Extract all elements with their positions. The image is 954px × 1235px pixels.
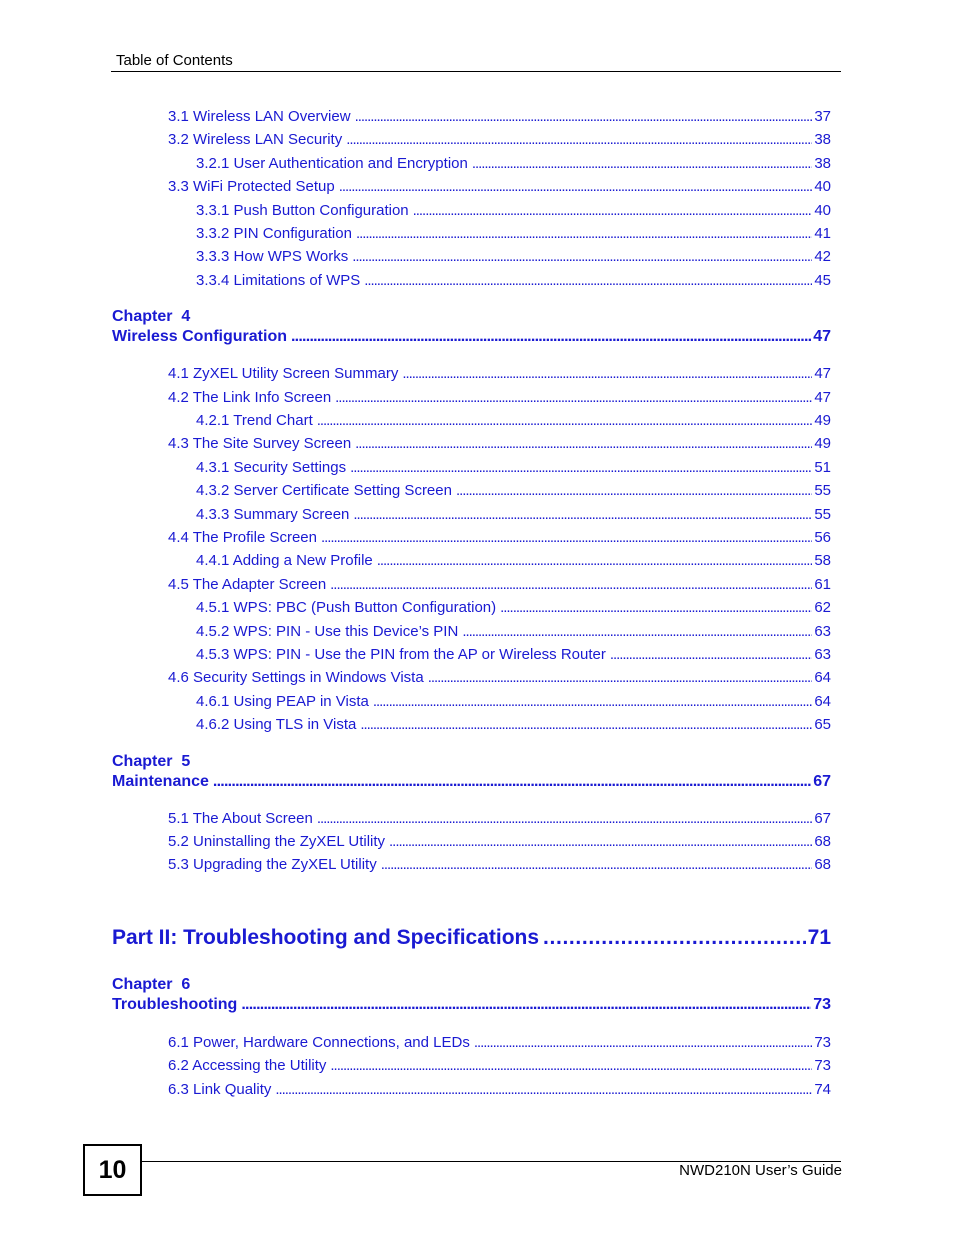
dot-leader <box>339 178 813 195</box>
toc-section-entry[interactable] <box>168 810 831 827</box>
toc-part-entry[interactable] <box>112 926 831 950</box>
dot-leader <box>330 1057 812 1074</box>
dot-leader <box>275 1081 812 1098</box>
dot-leader <box>291 328 811 346</box>
toc-section-entry[interactable] <box>196 459 831 476</box>
dot-leader <box>474 1034 812 1051</box>
toc-section-entry[interactable] <box>196 482 831 499</box>
toc-chapter-entry-page: 47 <box>813 328 831 345</box>
dot-leader <box>353 506 812 523</box>
toc-section-entry-page: 45 <box>814 272 831 289</box>
toc-section-entry[interactable] <box>196 225 831 242</box>
toc-section-entry-page: 63 <box>814 646 831 663</box>
toc-section-entry-title: 4.3 The Site Survey Screen <box>168 435 352 452</box>
toc-section-entry-title: 3.3.1 Push Button Configuration <box>196 202 409 219</box>
toc-section-entry-title: 6.3 Link Quality <box>168 1081 272 1098</box>
toc-section-entry-page: 55 <box>814 506 831 523</box>
toc-section-entry-title: 6.2 Accessing the Utility <box>168 1057 327 1074</box>
dot-leader <box>377 552 813 569</box>
toc-section-entry-title: 5.3 Upgrading the ZyXEL Utility <box>168 856 377 873</box>
toc-section-entry-page: 49 <box>814 412 831 429</box>
toc-part-entry-page: 71 <box>807 926 831 949</box>
toc-section-entry-title: 4.3.3 Summary Screen <box>196 506 350 523</box>
toc-section-entry-title: 4.1 ZyXEL Utility Screen Summary <box>168 365 399 382</box>
toc-chapter-entry-title: Wireless Configuration <box>112 328 287 345</box>
toc-section-entry[interactable] <box>168 1081 831 1098</box>
dot-leader <box>402 365 812 382</box>
toc-section-entry-page: 67 <box>814 810 831 827</box>
toc-section-entry-page: 55 <box>814 482 831 499</box>
toc-section-entry-page: 68 <box>814 856 831 873</box>
toc-chapter-entry-page: 73 <box>813 996 831 1013</box>
toc-section-entry[interactable] <box>168 1034 831 1051</box>
toc-section-entry-title: 6.1 Power, Hardware Connections, and LEDs <box>168 1034 470 1051</box>
toc-section-entry[interactable] <box>196 248 831 265</box>
dot-leader <box>317 810 812 827</box>
toc-section-entry-title: 4.6.1 Using PEAP in Vista <box>196 693 369 710</box>
dot-leader <box>355 108 813 125</box>
dot-leader <box>428 669 813 686</box>
dot-leader <box>543 926 806 950</box>
toc-section-entry-title: 4.6 Security Settings in Windows Vista <box>168 669 424 686</box>
toc-section-entry-page: 41 <box>814 225 831 242</box>
toc-section-entry-page: 47 <box>814 389 831 406</box>
toc-section-entry-page: 64 <box>814 669 831 686</box>
toc-chapter-entry[interactable] <box>112 328 831 346</box>
toc-section-entry-title: 3.3 WiFi Protected Setup <box>168 178 335 195</box>
toc-chapter-entry[interactable] <box>112 773 831 791</box>
toc-section-entry[interactable] <box>168 833 831 850</box>
toc-section-entry[interactable] <box>196 599 831 616</box>
dot-leader <box>389 833 812 850</box>
dot-leader <box>373 693 812 710</box>
toc-section-entry-page: 58 <box>814 552 831 569</box>
dot-leader <box>317 412 813 429</box>
guide-name: NWD210N User’s Guide <box>679 1162 842 1179</box>
toc-section-entry-title: 4.5.2 WPS: PIN - Use this Device’s PIN <box>196 623 459 640</box>
toc-chapter-entry-title: Maintenance <box>112 773 209 790</box>
toc-section-entry-page: 56 <box>814 529 831 546</box>
toc-section-entry-page: 62 <box>814 599 831 616</box>
toc-section-entry-page: 38 <box>814 155 831 172</box>
dot-leader <box>321 529 812 546</box>
toc-chapter-entry[interactable] <box>112 996 831 1014</box>
toc-section-entry-page: 73 <box>814 1034 831 1051</box>
chapter-label: Chapter 4 <box>112 308 191 325</box>
toc-section-entry-title: 3.2.1 User Authentication and Encryption <box>196 155 468 172</box>
header-title: Table of Contents <box>116 52 233 69</box>
toc-section-entry-title: 4.3.1 Security Settings <box>196 459 347 476</box>
toc-section-entry-page: 65 <box>814 716 831 733</box>
dot-leader <box>335 389 812 406</box>
toc-section-entry-page: 38 <box>814 131 831 148</box>
dot-leader <box>462 623 812 640</box>
dot-leader <box>500 599 812 616</box>
dot-leader <box>472 155 812 172</box>
toc-section-entry-title: 4.6.2 Using TLS in Vista <box>196 716 357 733</box>
dot-leader <box>352 248 812 265</box>
toc-section-entry-page: 49 <box>814 435 831 452</box>
toc-section-entry-title: 5.1 The About Screen <box>168 810 313 827</box>
toc-part-entry-title: Part II: Troubleshooting and Specifications <box>112 926 540 949</box>
toc-section-entry-page: 74 <box>814 1081 831 1098</box>
toc-section-entry[interactable] <box>168 435 831 452</box>
chapter-label: Chapter 6 <box>112 976 191 993</box>
toc-section-entry-title: 3.3.2 PIN Configuration <box>196 225 352 242</box>
toc-section-entry-title: 3.1 Wireless LAN Overview <box>168 108 351 125</box>
toc-chapter-entry-title: Troubleshooting <box>112 996 238 1013</box>
toc-section-entry-page: 51 <box>814 459 831 476</box>
dot-leader <box>456 482 812 499</box>
toc-section-entry-title: 3.2 Wireless LAN Security <box>168 131 343 148</box>
toc-section-entry[interactable] <box>196 716 831 733</box>
page-number: 10 <box>83 1144 142 1196</box>
toc-section-entry-title: 3.3.4 Limitations of WPS <box>196 272 361 289</box>
dot-leader <box>610 646 812 663</box>
dot-leader <box>213 773 811 791</box>
dot-leader <box>381 856 813 873</box>
toc-section-entry-title: 3.3.3 How WPS Works <box>196 248 349 265</box>
toc-section-entry-title: 4.4 The Profile Screen <box>168 529 317 546</box>
toc-section-entry-title: 4.4.1 Adding a New Profile <box>196 552 373 569</box>
toc-section-entry[interactable] <box>196 412 831 429</box>
toc-section-entry-title: 4.5.1 WPS: PBC (Push Button Configuration) <box>196 599 497 616</box>
toc-section-entry-page: 47 <box>814 365 831 382</box>
toc-section-entry-title: 4.5.3 WPS: PIN - Use the PIN from the AP or Wireless Router <box>196 646 606 663</box>
toc-section-entry-title: 4.2 The Link Info Screen <box>168 389 332 406</box>
dot-leader <box>330 576 812 593</box>
toc-section-entry[interactable] <box>168 178 831 195</box>
toc-section-entry-page: 61 <box>814 576 831 593</box>
dot-leader <box>356 225 812 242</box>
toc-section-entry[interactable] <box>196 552 831 569</box>
chapter-label: Chapter 5 <box>112 753 191 770</box>
toc-section-entry[interactable] <box>196 202 831 219</box>
toc-section-entry[interactable] <box>196 623 831 640</box>
toc-section-entry-page: 64 <box>814 693 831 710</box>
toc-section-entry-page: 68 <box>814 833 831 850</box>
toc-section-entry-title: 5.2 Uninstalling the ZyXEL Utility <box>168 833 386 850</box>
toc-section-entry[interactable] <box>168 131 831 148</box>
toc-section-entry-page: 63 <box>814 623 831 640</box>
toc-section-entry[interactable] <box>196 646 831 663</box>
toc-section-entry[interactable] <box>168 669 831 686</box>
toc-section-entry[interactable] <box>196 693 831 710</box>
toc-section-entry[interactable] <box>196 506 831 523</box>
dot-leader <box>346 131 812 148</box>
toc-section-entry[interactable] <box>168 108 831 125</box>
toc-section-entry[interactable] <box>196 155 831 172</box>
toc-section-entry-page: 37 <box>814 108 831 125</box>
toc-section-entry[interactable] <box>168 856 831 873</box>
toc-section-entry-page: 42 <box>814 248 831 265</box>
toc-chapter-entry-page: 67 <box>813 773 831 790</box>
dot-leader <box>413 202 813 219</box>
toc-section-entry-title: 4.5 The Adapter Screen <box>168 576 327 593</box>
toc-section-entry[interactable] <box>168 365 831 382</box>
toc-section-entry[interactable] <box>168 1057 831 1074</box>
toc-section-entry[interactable] <box>168 529 831 546</box>
dot-leader <box>364 272 812 289</box>
toc-section-entry-page: 73 <box>814 1057 831 1074</box>
dot-leader <box>350 459 812 476</box>
toc-section-entry-title: 4.3.2 Server Certificate Setting Screen <box>196 482 452 499</box>
toc-section-entry-page: 40 <box>814 202 831 219</box>
toc-section-entry-title: 4.2.1 Trend Chart <box>196 412 313 429</box>
toc-section-entry[interactable] <box>168 576 831 593</box>
dot-leader <box>360 716 812 733</box>
toc-section-entry[interactable] <box>168 389 831 406</box>
toc-section-entry[interactable] <box>196 272 831 289</box>
toc-section-entry-page: 40 <box>814 178 831 195</box>
dot-leader <box>355 435 812 452</box>
dot-leader <box>241 996 811 1014</box>
